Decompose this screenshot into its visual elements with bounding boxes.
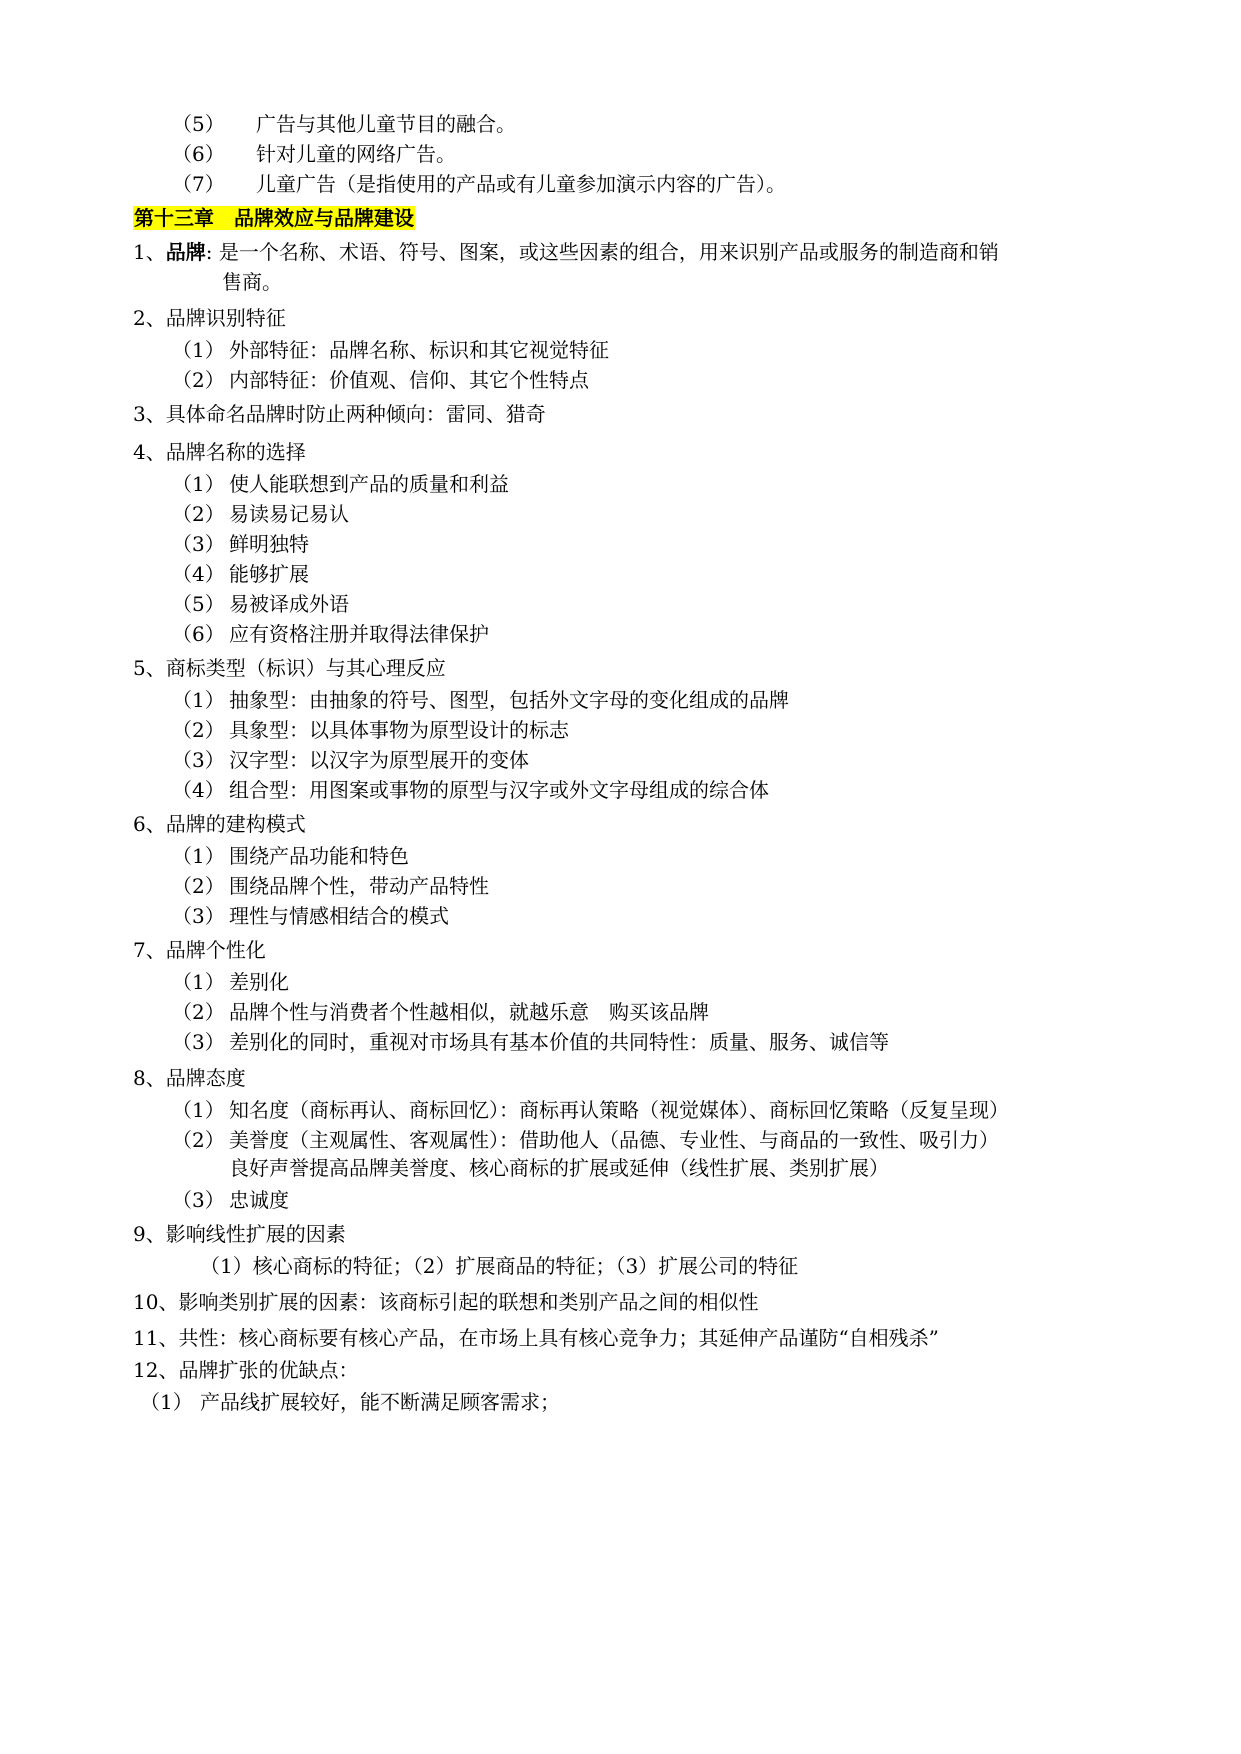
item-text: 良好声誉提高品牌美誉度、核心商标的扩展或延伸（线性扩展、类别扩展） [229, 1156, 889, 1180]
item-text: 差别化的同时，重视对市场具有基本价值的共同特性：质量、服务、诚信等 [229, 1030, 889, 1054]
item-number: （1） [172, 970, 225, 994]
section-title: 2、品牌识别特征 [133, 306, 286, 330]
section-title: 8、品牌态度 [133, 1066, 246, 1090]
section-title: 6、品牌的建构模式 [133, 812, 306, 836]
item-number: （1） [172, 1098, 225, 1122]
item-number: （3） [172, 1188, 225, 1212]
section-title: 9、影响线性扩展的因素 [133, 1222, 346, 1246]
item-number: （6） [172, 622, 225, 646]
section-title: 3、具体命名品牌时防止两种倾向：雷同、猎奇 [133, 402, 546, 426]
section-1-continuation [222, 270, 282, 294]
chapter-heading-text: 第十三章 品牌效应与品牌建设 [134, 206, 414, 230]
item-number: （2） [172, 502, 225, 526]
section-title: 4、品牌名称的选择 [133, 440, 306, 464]
item-text: 品牌个性与消费者个性越相似，就越乐意 购买该品牌 [229, 1000, 709, 1024]
item-number: （5） [172, 592, 225, 616]
item-number: （5） [172, 112, 225, 136]
item-number: （7） [172, 172, 225, 196]
list-item-continuation [229, 1156, 889, 1180]
item-number: （3） [172, 1030, 225, 1054]
item-text: 差别化 [229, 970, 289, 994]
item-text: 理性与情感相结合的模式 [229, 904, 449, 928]
item-text: 鲜明独特 [229, 532, 309, 556]
item-text: 儿童广告（是指使用的产品或有儿童参加演示内容的广告）。 [256, 172, 786, 196]
item-text: 抽象型：由抽象的符号、图型，包括外文字母的变化组成的品牌 [229, 688, 789, 712]
item-text: 知名度（商标再认、商标回忆）：商标再认策略（视觉媒体）、商标回忆策略（反复呈现） [229, 1098, 1009, 1122]
item-text: 组合型：用图案或事物的原型与汉字或外文字母组成的综合体 [229, 778, 769, 802]
item-number: （2） [172, 1000, 225, 1024]
item-text: 针对儿童的网络广告。 [256, 142, 456, 166]
item-text: 具象型：以具体事物为原型设计的标志 [229, 718, 569, 742]
section-title: 10、影响类别扩展的因素：该商标引起的联想和类别产品之间的相似性 [133, 1290, 759, 1314]
item-text: 忠诚度 [229, 1188, 289, 1212]
item-number: （1） [172, 688, 225, 712]
item-number: （2） [172, 874, 225, 898]
item-number: （3） [172, 748, 225, 772]
item-text: 围绕品牌个性，带动产品特性 [229, 874, 489, 898]
item-number: （4） [172, 562, 225, 586]
item-text: 产品线扩展较好，能不断满足顾客需求； [200, 1390, 560, 1414]
item-number: （6） [172, 142, 225, 166]
definition-continuation: 售商。 [222, 270, 282, 294]
item-number: （2） [172, 718, 225, 742]
item-number: （3） [172, 904, 225, 928]
item-number: （2） [172, 368, 225, 392]
item-number: （2） [172, 1128, 225, 1152]
item-number: （1） [172, 844, 225, 868]
chapter-heading [133, 206, 415, 230]
item-text: 能够扩展 [229, 562, 309, 586]
item-number: （1） [172, 338, 225, 362]
item-text: 广告与其他儿童节目的融合。 [256, 112, 516, 136]
section-1 [133, 240, 999, 264]
item-text: 应有资格注册并取得法律保护 [229, 622, 489, 646]
definition-text: : 是一个名称、术语、符号、图案，或这些因素的组合，用来识别产品或服务的制造商和销 [205, 240, 999, 264]
section-title: 12、品牌扩张的优缺点： [133, 1358, 359, 1382]
item-text: 外部特征：品牌名称、标识和其它视觉特征 [229, 338, 609, 362]
item-text: 易读易记易认 [229, 502, 349, 526]
section-title: 11、共性：核心商标要有核心产品，在市场上具有核心竞争力；其延伸产品谨防“自相残杀” [133, 1326, 939, 1350]
section-title: 5、商标类型（标识）与其心理反应 [133, 656, 446, 680]
section-number: 1、 [133, 240, 166, 264]
item-text: 围绕产品功能和特色 [229, 844, 409, 868]
section-line: （1）核心商标的特征；（2）扩展商品的特征；（3）扩展公司的特征 [200, 1254, 799, 1278]
item-number: （4） [172, 778, 225, 802]
item-text: 使人能联想到产品的质量和利益 [229, 472, 509, 496]
item-number: （1） [140, 1390, 193, 1414]
item-text: 汉字型：以汉字为原型展开的变体 [229, 748, 529, 772]
item-number: （1） [172, 472, 225, 496]
term-brand: 品牌 [165, 240, 206, 264]
section-title: 7、品牌个性化 [133, 938, 266, 962]
item-text: 美誉度（主观属性、客观属性）：借助他人（品德、专业性、与商品的一致性、吸引力） [229, 1128, 999, 1152]
item-number: （3） [172, 532, 225, 556]
item-text: 易被译成外语 [229, 592, 349, 616]
item-text: 内部特征：价值观、信仰、其它个性特点 [229, 368, 589, 392]
